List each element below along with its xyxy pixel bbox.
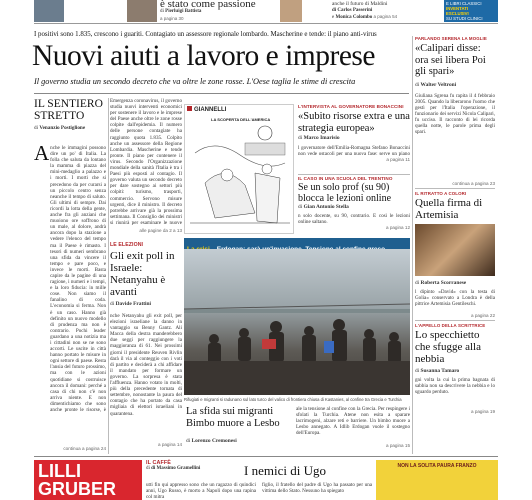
col-divider-right xyxy=(412,36,413,454)
top-strip xyxy=(34,0,498,24)
caffe-body: utti fin qui appresso sono che un ragazzo di quindici anni, Ugo Russo, è morto a Napoli dopo una rapina col mitra xyxy=(146,482,256,500)
sentiero-dropcap: A xyxy=(34,141,50,165)
right-rule-1 xyxy=(415,188,495,189)
top-strip-mid-byline xyxy=(332,8,372,13)
interview-block xyxy=(298,104,410,174)
top-strip-left-thumb xyxy=(34,0,64,22)
interview-byline-prefix: di xyxy=(298,135,303,141)
interview-body: l governatore dell'Emilia-Romagna Stefano Bonaccini non vede ostacoli per una nuova fase: serve un piano xyxy=(298,145,410,157)
caffe-byline-name: di Massimo Gramellini xyxy=(151,466,201,471)
israel-block xyxy=(110,242,182,454)
top-strip-left-byline-prefix: di xyxy=(160,9,164,14)
bottom-ad-right xyxy=(376,460,498,500)
right-title-1: «Calipari disse: ora sei libera Poi gli spari» xyxy=(415,43,486,77)
top-strip-right-line: INVENTATI xyxy=(446,6,469,11)
top-strip-left-page: a pagina 30 xyxy=(160,16,184,21)
caffe-block xyxy=(146,460,372,500)
right-byline-3-name: Susanna Tamaro xyxy=(420,367,460,374)
interview-byline-name: Marco Imarisio xyxy=(303,135,340,141)
top-strip-mid-page: a pagina 54 xyxy=(373,14,398,19)
giannelli-square xyxy=(187,106,192,111)
lead-headline: Nuovi aiuti a lavoro e imprese xyxy=(32,40,375,72)
interview-byline xyxy=(298,135,410,141)
top-strip-right-line: SU STUDI CLINICI xyxy=(446,16,483,21)
school-page: a pagina 12 xyxy=(385,225,410,230)
giannelli-drawing xyxy=(185,123,293,233)
right-body-1: Giuliana Sgrena fu rapita il 4 febbraio 2005. Quando la liberarono l'uomo che gestì per l'Italia l'operazione, il funzionario dei servizi Nicola Calipari, fu ucciso. Il racconto di lei ricorda quella notte, le parole prima degli spari. xyxy=(415,92,495,136)
caffe-byline: di di Massimo Gramellini xyxy=(146,466,201,471)
middle-body: Emergenza coronavirus, il governo studia nuovi interventi economici per sostenere il lavoro e le imprese del Paese anche oltre le zone rosse colpite dall'epidemia. Il numero delle persone contagiate ha raggiunto quota 1.835. Colpito anche un assessore della Regione Lombardia. Mascherine e tende pronte. Il piano per contenere il virus. Secondo l'Organizzazione mondiale della sanità l'Italia è tra i Paesi più esposti al contagio. Il governo valuta un secondo decreto per dare sostegno ai settori più colpiti: turismo, trasporti, commercio. Servono misure urgenti, dice il ministro. Il decreto potrebbe arrivare già la prossima settimana. Il Consiglio dei ministri si riunirà per esaminare le nuove xyxy=(110,98,182,226)
school-kicker: IL CASO IN UNA SCUOLA DEL TRENTINO xyxy=(298,176,393,181)
bottom-rule xyxy=(34,456,498,457)
top-strip-right-line: ESCLUSIVI xyxy=(446,11,469,16)
top-strip-mid-text: anche il futuro di Maldini xyxy=(332,1,388,7)
top-strip-mid-byline2: Monica Colombo xyxy=(335,15,373,20)
sentiero-column xyxy=(34,98,106,454)
giannelli-strip: LA SCOPERTA DELL'AMERICA xyxy=(211,117,271,122)
right-title-3: Lo specchietto che sfugge alla nebbia xyxy=(415,328,481,365)
lead-overline: I positivi sono 1.835, crescono i guariti. Contagiato un assessore regionale lombardo. Mascherine e tende: il piano anti-virus xyxy=(34,31,377,38)
middle-cont: alle pagine da 2 a 13 xyxy=(139,228,182,233)
right-kicker-2: IL RITRATTO A COLORI xyxy=(415,190,467,196)
crisis-title: La sfida sui migranti Bimbo muore a Lesbo xyxy=(186,406,280,429)
israel-title: Gli exit poll in Israele: Netanyahu è avanti xyxy=(110,250,175,298)
top-strip-left-byline-name: Pierluigi Battista xyxy=(165,9,202,14)
sentiero-byline-prefix: di xyxy=(34,125,39,131)
sentiero-body: nche le immagini possono dire un po' di Italia. La folla che saluta da lontano la mamma di piazza del mini-medaglio a palazzo e i morti. I morti che si precedono da per curarsi a un piccolo centro senza neanche il tempo di saluto. Gli ultimi di sempre. Dai ricordi la lotta della gente, anche fra gli anziani che muoiono ore soffrono di un male, al dolore, andrà ancora dopo la stazione a vedere l'elenco del tempo ma il Paese è rimasto. I tesori di numeri sembrano una sfida da vincere il tempo e pare poco, e invece le morti. Basta capire da le pagine di una ragione, i numeri e i tempi, e la loro fiducia: in mille cose. Non siamo il fanalino di coda. L'economia si ferma. Non è un caso. Hanno già definito un nuovo modello di prudenza ma non è contrario. Pochi leader guardano a una notizia ma i cittadini non se ne sono accorti. Le uscite in città hanno portato le misure in ogni settore di paese. Resta l'ansia del futuro prossimo, ma con le azioni quotidiane si costruisce ancora il domani: perché a casa di chi non c'è non arriva niente. E non dimentichiamo che sono anche pronte le risorse, è xyxy=(50,145,106,413)
israel-kicker: LE ELEZIONI xyxy=(110,242,144,248)
top-strip-mid-photo xyxy=(280,0,302,22)
school-byline xyxy=(298,204,410,210)
crisis-byline-name: Lorenzo Cremonesi xyxy=(191,438,237,444)
top-strip-left-photo xyxy=(127,0,157,22)
top-strip-right-box xyxy=(444,0,498,22)
crisis-photo xyxy=(184,249,410,395)
right-byline-1: di Walter Veltroni xyxy=(415,81,457,88)
right-body-2: l dipinto «David» con la testa di Golia» conservato a Londra è della pittrice Artemisia Gentileschi. xyxy=(415,288,495,307)
right-cont-2: a pagina 22 xyxy=(470,312,495,318)
school-block xyxy=(298,176,410,234)
sentiero-title: IL SENTIERO STRETTO xyxy=(34,98,103,122)
sentiero-cont: continua a pagina 24 xyxy=(63,446,106,451)
right-kicker-1: PARLANDO SERENA LA MOGLIE xyxy=(415,36,487,41)
israel-byline-name: Davide Frattini xyxy=(115,301,152,307)
school-byline-prefix: di xyxy=(298,204,303,210)
interview-rule xyxy=(298,174,410,175)
lead-subhead: Il governo studia un secondo decreto che va oltre le zone rosse. L'Oese taglia le stime di crescita xyxy=(34,77,356,86)
top-strip-mid-byline-connector: e xyxy=(332,15,335,20)
right-cont-3: a pagina 19 xyxy=(470,408,495,414)
caffe-body-2: figlio, il fratello del padre di Ugo ha passato per una vittima dello Stato. Nessuno ha spiegato xyxy=(262,482,372,495)
interview-page: a pagina 11 xyxy=(386,157,410,162)
bottom-ad-right-text: NON LA SOLITA PAURA FRANZO xyxy=(397,463,477,469)
top-strip-mid-byline1: di Carlos Passerini xyxy=(332,8,373,13)
lead-rule xyxy=(34,93,409,94)
right-byline-2: di Roberta Scorranese xyxy=(415,279,467,286)
crisis-caption: Rifugiati e migranti si radunano sul lato turco del valico di frontiera chiusa di Kastanies, al confine tra Grecia e Turchia xyxy=(184,397,402,402)
school-byline-name: Gian Antonio Stella xyxy=(303,204,349,210)
giannelli-name xyxy=(187,106,226,113)
interview-title: «Subito risorse extra e una strategia europea» xyxy=(298,111,410,134)
right-byline-1-name: Walter Veltroni xyxy=(420,81,457,88)
crisis-byline-prefix: di xyxy=(186,438,191,444)
giannelli-cartoon xyxy=(184,104,294,234)
caffe-title: I nemici di Ugo xyxy=(244,463,326,478)
right-column xyxy=(415,36,495,454)
right-byline-2-name: Roberta Scorranese xyxy=(420,279,467,286)
bottom-ad-left-name2: GRUBER xyxy=(38,479,117,499)
israel-body: nche Netanyahu gli exit poll, per elezioni israeliane la danno in vantaggio su Benny Gantz. Ali Macca della destra manderebbero due seggi per raggiungere la maggioranza di 61. Nei prossimi giorni il presidente Reuven Rivlin darà il via al conteggio con i voti di partito e deciderà a chi affidare il mandato per formare un governo. La sorpresa è stata l'affluenza. Hanno votato in molti, più della precedente tornata di settembre, nonostante la paura del contagio che ha portato da casa migliaia di elettori israeliani in quarantena. xyxy=(110,313,182,417)
right-title-2: Quella firma di Artemisia xyxy=(415,196,483,221)
top-strip-left-text: è stato come passione xyxy=(160,0,256,10)
top-strip-mid-byline2-line xyxy=(332,14,397,20)
school-body: n solo docente, su 90, contrario. E così le lezioni online saltano. xyxy=(298,213,410,225)
crisis-body: ale la tensione al confine con la Grecia. Per respingere i sfolati la Turchia. Atene non esita a sparare lacrimogeni, alzare reti e barriere. Un bimbo muore a Lesbo annegato. A Idlib Erdogan vuole il sostegno dell'Europa. xyxy=(296,406,410,437)
crisis-banner xyxy=(184,238,410,249)
right-byline-3: di Susanna Tamaro xyxy=(415,367,460,374)
crisis-photo-scene xyxy=(184,249,410,395)
giannelli-name-text: GIANNELLI xyxy=(194,107,227,113)
right-cont-1: continua a pagina 23 xyxy=(452,180,495,186)
interview-kicker: L'INTERVISTA AL GOVERNATORE BONACCINI xyxy=(298,104,404,109)
israel-byline xyxy=(110,301,182,307)
bottom-ad-left-name: LILLI xyxy=(38,461,81,481)
right-rule-2 xyxy=(415,320,495,321)
israel-page: a pagina 14 xyxy=(157,442,182,447)
caffe-kicker: IL CAFFÈ xyxy=(146,460,171,466)
artemisia-image xyxy=(415,224,495,276)
col-divider-1 xyxy=(108,98,109,454)
top-strip-left-byline xyxy=(160,9,201,14)
crisis-story xyxy=(184,406,410,454)
sentiero-byline-name: Venanzio Postiglione xyxy=(39,125,86,131)
right-body-3: gni volta la cui la prima bagnata di sabbia non sa descrivere la nebbia e lo sguardo perduto. xyxy=(415,376,495,395)
sentiero-byline xyxy=(34,125,106,131)
middle-column xyxy=(110,98,182,238)
israel-byline-prefix: di xyxy=(110,301,115,307)
right-kicker-3: L'APPELLO DELLA SCRITTRICE xyxy=(415,322,486,328)
crisis-page: a pagina 15 xyxy=(385,443,410,448)
top-strip-right-line: E LIBRI CLASSICI xyxy=(446,1,482,6)
school-title: Se un solo prof (su 90) blocca le lezioni online xyxy=(298,182,392,204)
crisis-byline xyxy=(186,438,237,444)
bottom-ad-left xyxy=(34,460,142,500)
